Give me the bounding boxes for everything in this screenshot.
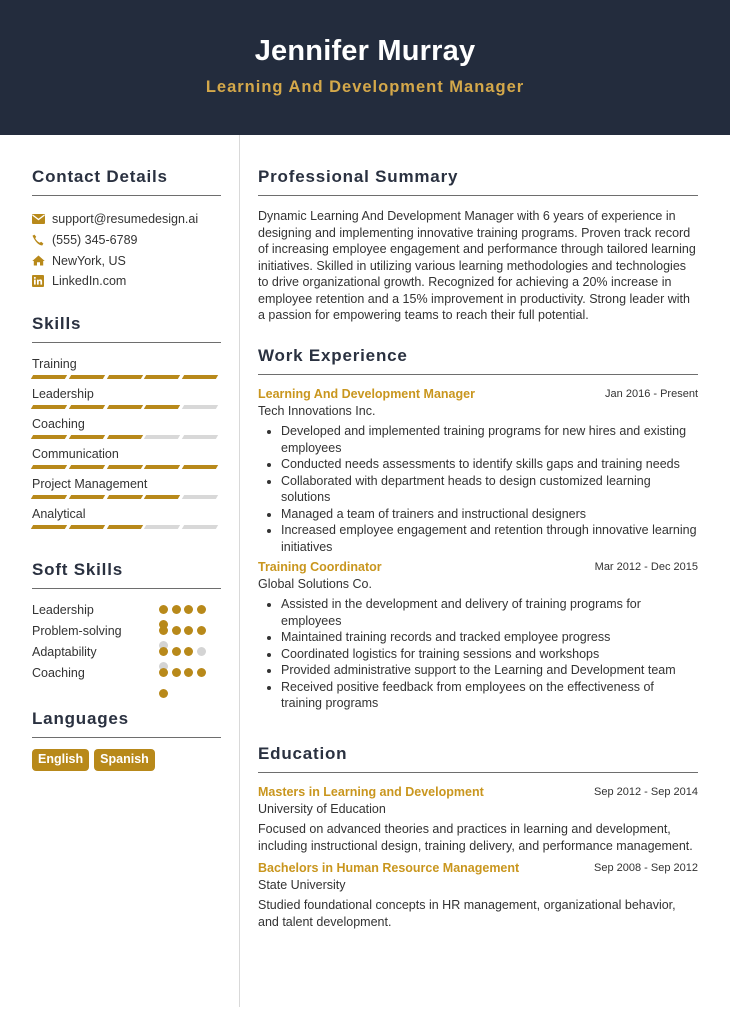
job-company: Global Solutions Co. (258, 577, 372, 591)
summary-heading: Professional Summary (258, 167, 698, 196)
skill-item (32, 445, 221, 475)
skill-level-segment (182, 375, 218, 379)
rating-dot (159, 668, 168, 677)
contact-linkedin-text[interactable]: LinkedIn.com (52, 274, 127, 289)
rating-dot (197, 668, 206, 677)
skill-level-segment (182, 465, 218, 469)
education-dates: Sep 2012 - Sep 2014 (594, 786, 698, 798)
job-bullet: • Maintained training records and tracked employee progress (281, 629, 698, 646)
languages-section (32, 709, 221, 771)
contact-section (32, 167, 221, 292)
soft-skill-item (32, 643, 221, 664)
rating-dot (184, 668, 193, 677)
education-dates: Sep 2008 - Sep 2012 (594, 862, 698, 874)
skill-level-segment (144, 525, 180, 529)
skill-level-bar (32, 465, 217, 469)
skill-label: Analytical (32, 507, 86, 521)
job-bullet: • Provided administrative support to the Learning and Development team (281, 662, 698, 679)
skill-level-bar (32, 375, 217, 379)
education-description: Studied foundational concepts in HR management, organizational behavior, and talent development. (258, 898, 676, 929)
soft-skill-label: Problem-solving (32, 624, 122, 638)
contact-phone-text[interactable]: (555) 345-6789 (52, 233, 138, 248)
rating-dot (197, 626, 206, 635)
rating-dot (184, 626, 193, 635)
skill-level-segment (31, 435, 67, 439)
degree-title: Bachelors in Human Resource Management (258, 861, 520, 875)
job-company: Tech Innovations Inc. (258, 404, 376, 418)
soft-skills-section (32, 560, 221, 685)
contact-email (32, 209, 221, 230)
contact-phone (32, 230, 221, 251)
rating-dot (159, 647, 168, 656)
job-bullet: • Coordinated logistics for training sessions and workshops (281, 646, 698, 663)
skill-level-bar (32, 435, 217, 439)
column-divider (239, 135, 240, 1007)
education-entry (258, 785, 698, 854)
skill-level-segment (106, 405, 142, 409)
education-section (258, 744, 698, 930)
languages-heading: Languages (32, 709, 221, 738)
language-badge: English (32, 749, 89, 771)
skill-label: Coaching (32, 417, 85, 431)
skill-level-bar (32, 525, 217, 529)
degree-title: Masters in Learning and Development (258, 785, 484, 799)
soft-skills-list (32, 601, 221, 685)
candidate-title: Learning And Development Manager (205, 78, 525, 96)
skill-label: Project Management (32, 477, 148, 491)
skills-heading: Skills (32, 314, 221, 343)
skill-level-segment (31, 495, 67, 499)
skill-level-segment (182, 435, 218, 439)
soft-skills-heading: Soft Skills (32, 560, 221, 589)
skill-level-segment (69, 495, 105, 499)
skill-level-segment (106, 495, 142, 499)
skill-level-segment (144, 465, 180, 469)
skill-level-segment (31, 405, 67, 409)
contact-location-text: NewYork, US (52, 253, 126, 268)
skills-section (32, 314, 221, 535)
skill-level-segment (106, 435, 142, 439)
soft-skill-label: Adaptability (32, 645, 97, 659)
soft-skill-rating (159, 647, 206, 656)
skill-level-segment (144, 495, 180, 499)
education-description: Focused on advanced theories and practices in learning and development, including instructional design, training delivery, and performance management. (258, 822, 693, 853)
skill-level-segment (69, 435, 105, 439)
soft-skill-item (32, 622, 221, 643)
skill-level-segment (106, 375, 142, 379)
skill-level-segment (106, 465, 142, 469)
soft-skill-rating (159, 668, 206, 677)
job-bullet: • Increased employee engagement and retention through innovative learning initiatives (281, 522, 698, 555)
contact-list (32, 209, 221, 292)
job-bullet: • Managed a team of trainers and instructional designers (281, 506, 698, 523)
education-entry (258, 861, 698, 930)
contact-email-text[interactable]: support@resumedesign.ai (52, 212, 199, 227)
skill-level-bar (32, 495, 217, 499)
job-entry (258, 560, 698, 712)
language-badge: Spanish (94, 749, 155, 771)
rating-dot (197, 605, 206, 614)
phone-icon (32, 234, 52, 246)
job-title: Training Coordinator (258, 560, 382, 574)
job-bullet: • Collaborated with department heads to design customized learning solutions (281, 473, 698, 506)
rating-dot (172, 605, 181, 614)
soft-skill-rating (159, 626, 206, 635)
job-dates: Mar 2012 - Dec 2015 (594, 561, 698, 573)
job-bullets (258, 423, 698, 555)
rating-dot (172, 668, 181, 677)
linkedin-icon (32, 275, 52, 287)
rating-dot (172, 626, 181, 635)
skill-level-segment (144, 435, 180, 439)
job-bullet: • Received positive feedback from employees on the effectiveness of training programs (281, 679, 698, 712)
skill-level-segment (31, 465, 67, 469)
skill-item (32, 475, 221, 505)
rating-dot (197, 647, 206, 656)
soft-skill-item (32, 664, 221, 685)
job-bullet: • Assisted in the development and delivery of training programs for employees (281, 596, 698, 629)
candidate-name: Jennifer Murray (254, 35, 476, 67)
rating-dot (159, 626, 168, 635)
work-experience-section (258, 346, 698, 712)
skill-level-segment (144, 375, 180, 379)
skill-level-segment (182, 525, 218, 529)
skill-level-segment (69, 525, 105, 529)
contact-linkedin (32, 271, 221, 292)
rating-dot (159, 605, 168, 614)
contact-heading: Contact Details (32, 167, 221, 196)
languages-list (32, 749, 221, 771)
soft-skill-item (32, 601, 221, 622)
skill-item (32, 415, 221, 445)
job-bullets (258, 596, 698, 712)
skills-list (32, 355, 221, 535)
skill-label: Leadership (32, 387, 94, 401)
rating-dot (159, 689, 168, 698)
summary-section (258, 167, 698, 324)
skill-level-segment (182, 405, 218, 409)
job-dates: Jan 2016 - Present (605, 388, 698, 400)
school-name: State University (258, 878, 346, 892)
soft-skill-label: Coaching (32, 666, 85, 680)
resume-header (0, 0, 730, 135)
rating-dot (184, 605, 193, 614)
skill-level-segment (106, 525, 142, 529)
skill-level-segment (144, 405, 180, 409)
soft-skill-rating (159, 605, 206, 614)
soft-skill-label: Leadership (32, 603, 94, 617)
skill-label: Training (32, 357, 77, 371)
skill-level-segment (69, 405, 105, 409)
summary-text: Dynamic Learning And Development Manager with 6 years of experience in designing and implementing innovative training programs. Proven track record of increasing employee engagement and performance through tailored learning initiatives. Skilled in utilizing various learning methodologies and technologies to drive organizational growth. Recognized for achieving a 20% increase in employee retention and a 15% improvement in productivity. Strong leader with a passion for empowering teams to reach their full potential. (258, 209, 696, 322)
work-heading: Work Experience (258, 346, 698, 375)
skill-level-segment (31, 375, 67, 379)
rating-dot (184, 647, 193, 656)
skill-item (32, 385, 221, 415)
job-title: Learning And Development Manager (258, 387, 475, 401)
home-icon (32, 255, 52, 266)
skill-label: Communication (32, 447, 119, 461)
skill-item (32, 505, 221, 535)
rating-dot (172, 647, 181, 656)
job-bullet: • Conducted needs assessments to identify skills gaps and training needs (281, 456, 698, 473)
skill-level-segment (182, 495, 218, 499)
job-entry (258, 387, 698, 555)
envelope-icon (32, 214, 52, 224)
skill-level-segment (69, 375, 105, 379)
skill-level-segment (69, 465, 105, 469)
education-heading: Education (258, 744, 698, 773)
contact-location (32, 250, 221, 271)
skill-level-bar (32, 405, 217, 409)
school-name: University of Education (258, 802, 386, 816)
skill-item (32, 355, 221, 385)
skill-level-segment (31, 525, 67, 529)
job-bullet: • Developed and implemented training programs for new hires and existing employees (281, 423, 698, 456)
